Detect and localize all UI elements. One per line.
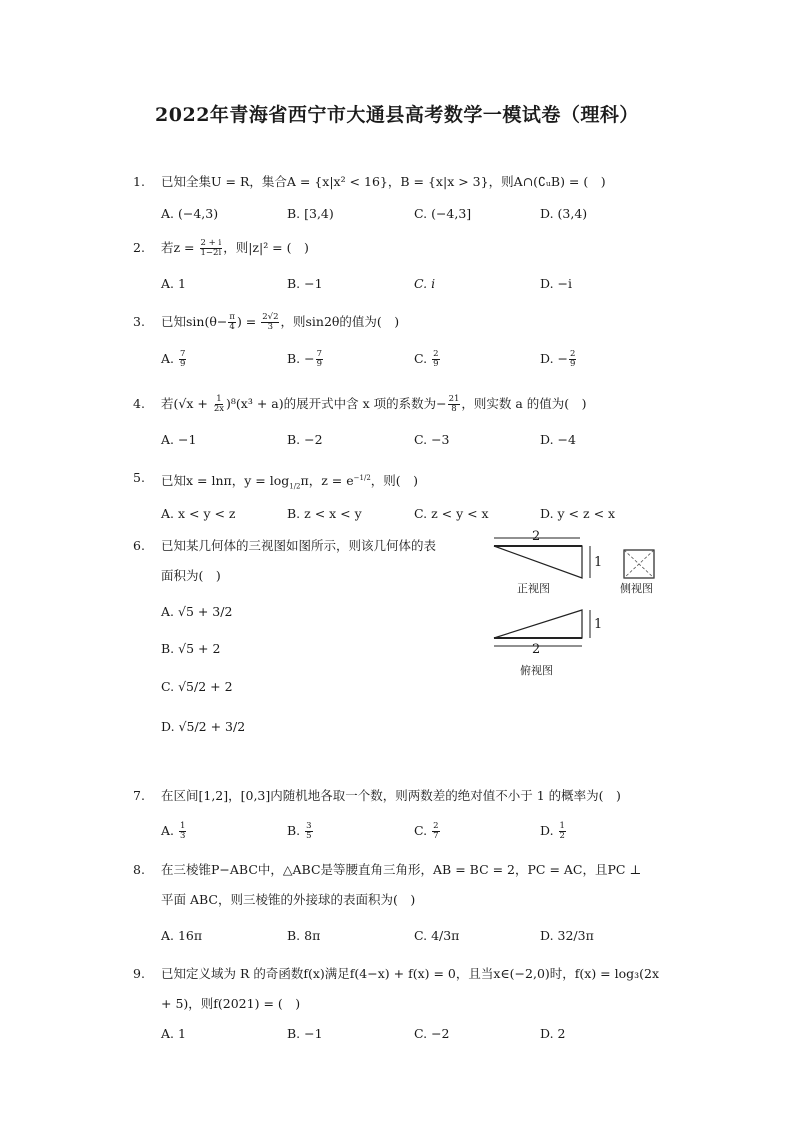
question-number: 7. bbox=[133, 788, 145, 803]
option-a: A. 1 bbox=[161, 276, 186, 291]
option-d: D. −i bbox=[540, 276, 572, 291]
option-c: C. z < y < x bbox=[414, 506, 489, 521]
option-d: D. − $\frac{2}{9}$ bbox=[540, 349, 576, 369]
dimension-label-1b: 1 bbox=[594, 617, 603, 632]
question-text-line1: 已知定义域为 R 的奇函数f(x)满足f(4−x) + f(x) = 0，且当x∈(−2,0)时，f(x) = log₃(2x bbox=[161, 966, 660, 981]
question-text-line1: 已知某几何体的三视图如图所示，则该几何体的表 bbox=[161, 538, 437, 553]
option-a: A. 1 bbox=[161, 1026, 186, 1041]
option-c: C. $\frac{2}{7}$ bbox=[414, 821, 439, 841]
option-d: D. −4 bbox=[540, 432, 576, 447]
option-b: B. −1 bbox=[287, 1026, 323, 1041]
option-a: A. $\frac{1}{3}$ bbox=[161, 821, 186, 841]
question-text-line2: 面积为( ) bbox=[161, 568, 221, 583]
question-text: 若(√x + $\frac{1}{2x}$ )⁸(x³ + a)的展开式中含 x 项的系数为− $\frac{21}{8}$ ，则实数 a 的值为( ) bbox=[161, 394, 587, 414]
question-text: 已知sin(θ− $\frac{\pi}{4}$ ) = $\frac{2√2}{3}$ ，则sin2θ的值为( ) bbox=[161, 312, 400, 332]
question-number: 6. bbox=[133, 538, 145, 553]
question-text-line1: 在三棱锥P−ABC中，△ABC是等腰直角三角形，AB = BC = 2，PC = AC，且PC ⊥ bbox=[161, 862, 642, 877]
option-a: A. x < y < z bbox=[161, 506, 236, 521]
question-number: 9. bbox=[133, 966, 145, 981]
question-text: 在区间[1,2]，[0,3]内随机地各取一个数，则两数差的绝对值不小于 1 的概率为( ) bbox=[161, 788, 621, 803]
option-a: A. (−4,3) bbox=[161, 206, 219, 221]
front-view bbox=[494, 538, 590, 578]
option-d: D. $\frac{1}{2}$ bbox=[540, 821, 565, 841]
side-view-label: 侧视图 bbox=[620, 582, 653, 595]
question-number: 4. bbox=[133, 396, 145, 411]
question-number: 3. bbox=[133, 314, 145, 329]
question-number: 5. bbox=[133, 470, 145, 485]
option-d: D. (3,4) bbox=[540, 206, 588, 221]
option-a: A. √5 + 3/2 bbox=[161, 604, 233, 619]
option-d: D. 32/3π bbox=[540, 928, 594, 943]
question-text-line2: + 5)，则f(2021) = ( ) bbox=[161, 996, 301, 1011]
side-view bbox=[624, 550, 654, 578]
option-d: D. 2 bbox=[540, 1026, 566, 1041]
front-view-label: 正视图 bbox=[517, 582, 550, 595]
option-c: C. $\frac{2}{9}$ bbox=[414, 349, 439, 369]
question-text: 已知x = lnπ，$y = \log_{1/2}\pi$，$z = e^{-1/2}$，则( ) bbox=[161, 473, 419, 491]
question-text-line2: 平面 ABC，则三棱锥的外接球的表面积为( ) bbox=[161, 892, 416, 907]
option-b: B. − $\frac{7}{9}$ bbox=[287, 349, 323, 369]
option-a: A. $\frac{7}{9}$ bbox=[161, 349, 186, 369]
option-b: B. √5 + 2 bbox=[161, 641, 221, 656]
option-c: C. 4/3π bbox=[414, 928, 460, 943]
option-c: C. i bbox=[414, 276, 436, 291]
question-text: 已知全集U = R，集合A = {x|x² < 16}，B = {x|x > 3}，则A∩(∁ᵤB) = ( ) bbox=[161, 174, 606, 189]
option-a: A. 16π bbox=[161, 928, 203, 943]
question-number: 2. bbox=[133, 240, 145, 255]
option-d: D. y < z < x bbox=[540, 506, 616, 521]
option-a: A. −1 bbox=[161, 432, 197, 447]
dimension-label-2: 2 bbox=[532, 529, 541, 544]
option-b: B. $\frac{3}{5}$ bbox=[287, 821, 312, 841]
question-number: 1. bbox=[133, 174, 145, 189]
three-view-figure bbox=[490, 528, 670, 678]
option-c: C. (−4,3] bbox=[414, 206, 472, 221]
option-b: B. z < x < y bbox=[287, 506, 362, 521]
top-view-label: 俯视图 bbox=[520, 664, 553, 677]
option-b: B. [3,4) bbox=[287, 206, 334, 221]
option-c: C. −3 bbox=[414, 432, 450, 447]
top-view bbox=[494, 610, 590, 646]
dimension-label-1: 1 bbox=[594, 555, 603, 570]
option-d: D. √5/2 + 3/2 bbox=[161, 719, 246, 734]
question-number: 8. bbox=[133, 862, 145, 877]
page-title: 2022年青海省西宁市大通县高考数学一模试卷（理科） bbox=[155, 104, 639, 126]
question-text: 若z = $\frac{2 + i}{1-2i}$ ，则|z|² = ( ) bbox=[161, 238, 309, 258]
dimension-label-2b: 2 bbox=[532, 642, 541, 657]
option-b: B. 8π bbox=[287, 928, 321, 943]
option-b: B. −1 bbox=[287, 276, 323, 291]
option-c: C. −2 bbox=[414, 1026, 450, 1041]
option-c: C. √5/2 + 2 bbox=[161, 679, 233, 694]
option-b: B. −2 bbox=[287, 432, 323, 447]
